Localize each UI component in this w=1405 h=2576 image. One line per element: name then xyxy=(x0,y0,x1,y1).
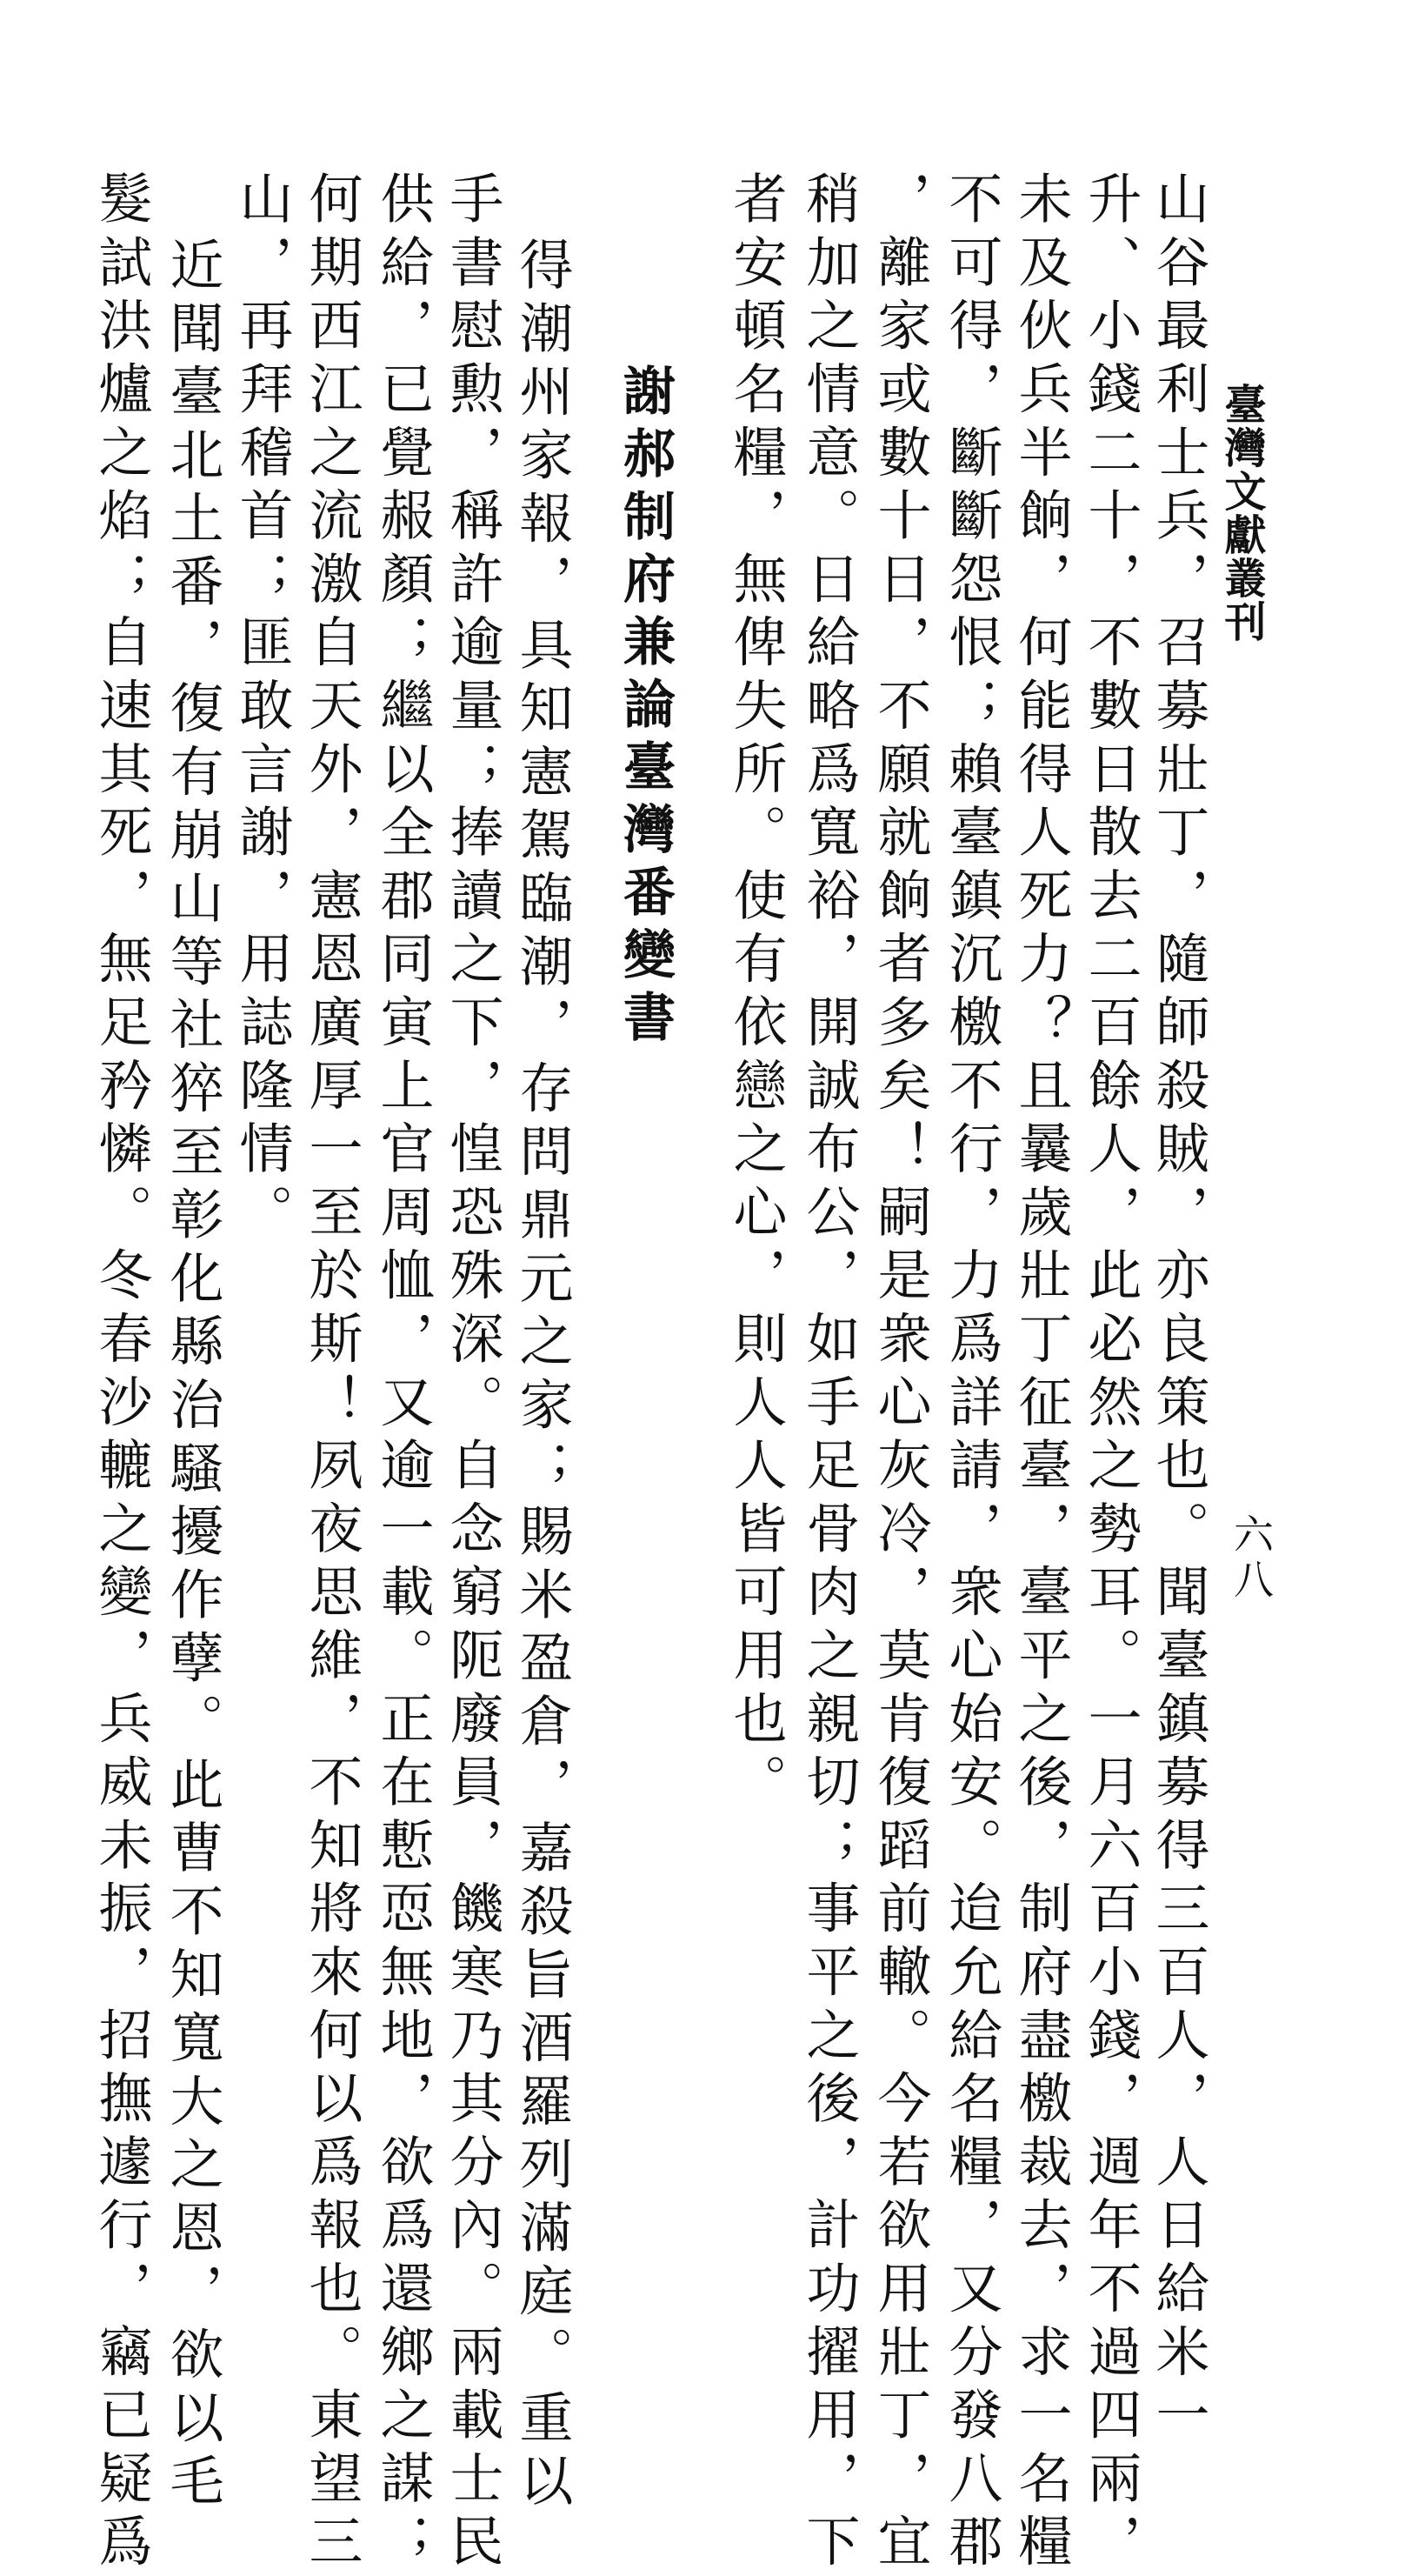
text-column: 升、小錢二十，不數日散去二百餘人，此必然之勢耳。一月六百小錢，週年不過四兩， xyxy=(1079,170,1142,2576)
text-column: 未及伙兵半餉，何能得人死力？且曩歲壯丁征臺，臺平之後，制府盡檄裁去，求一名糧 xyxy=(1009,170,1073,2576)
text-column: ，離家或數十日，不願就餉者多矣！嗣是衆心灰冷，莫肯復蹈前轍。今若欲用壯丁，宜 xyxy=(869,170,932,2576)
text-column: 近聞臺北土番，復有崩山等社猝至彰化縣治騷擾作孽。此曹不知寬大之恩，欲以毛 xyxy=(161,237,224,2516)
text-column: 山，再拜稽首；匪敢言謝，用誌隆情。 xyxy=(230,170,294,1247)
page-number: 六八 xyxy=(1228,1513,1275,1604)
text-column: 何期西江之流激自天外，憲恩廣厚一至於斯！夙夜思維，不知將來何以爲報也。東望三 xyxy=(300,170,363,2576)
text-column: 山谷最利士兵，召募壯丁，隨師殺賊，亦良策也。聞臺鎮募得三百人，人日給米一 xyxy=(1147,170,1210,2450)
text-column: 供給，已覺赧顏；繼以全郡同寅上官周恤，又逾一載。正在慙恧無地，欲爲還鄉之謀； xyxy=(371,170,435,2576)
section-heading: 謝郝制府兼論臺灣番變書 xyxy=(615,364,676,1052)
running-title: 臺灣文獻叢刊 xyxy=(1217,383,1266,644)
text-column: 手書慰勲，稱許逾量；捧讀之下，惶恐殊深。自念窮阨廢員，饑寒乃其分內。兩載士民 xyxy=(441,170,504,2576)
text-column: 者安頓名糧，無俾失所。使有依戀之心，則人人皆可用也。 xyxy=(724,170,788,1817)
text-column: 稍加之情意。日給略爲寬裕，開誠布公，如手足骨肉之親切；事平之後，計功擢用，下 xyxy=(797,170,861,2576)
text-column: 髮試洪爐之焰；自速其死，無足矜憐。冬春沙轆之變，兵威未振，招撫遽行，竊已疑爲 xyxy=(90,170,153,2576)
text-column: 不可得，斷斷怨恨；賴臺鎮沉檄不行，力爲詳請，衆心始安。迨允給名糧，又分發八郡 xyxy=(940,170,1003,2576)
text-column: 得潮州家報，具知憲駕臨潮，存問鼎元之家；賜米盈倉，嘉殺旨酒羅列滿庭。重以 xyxy=(510,237,574,2516)
